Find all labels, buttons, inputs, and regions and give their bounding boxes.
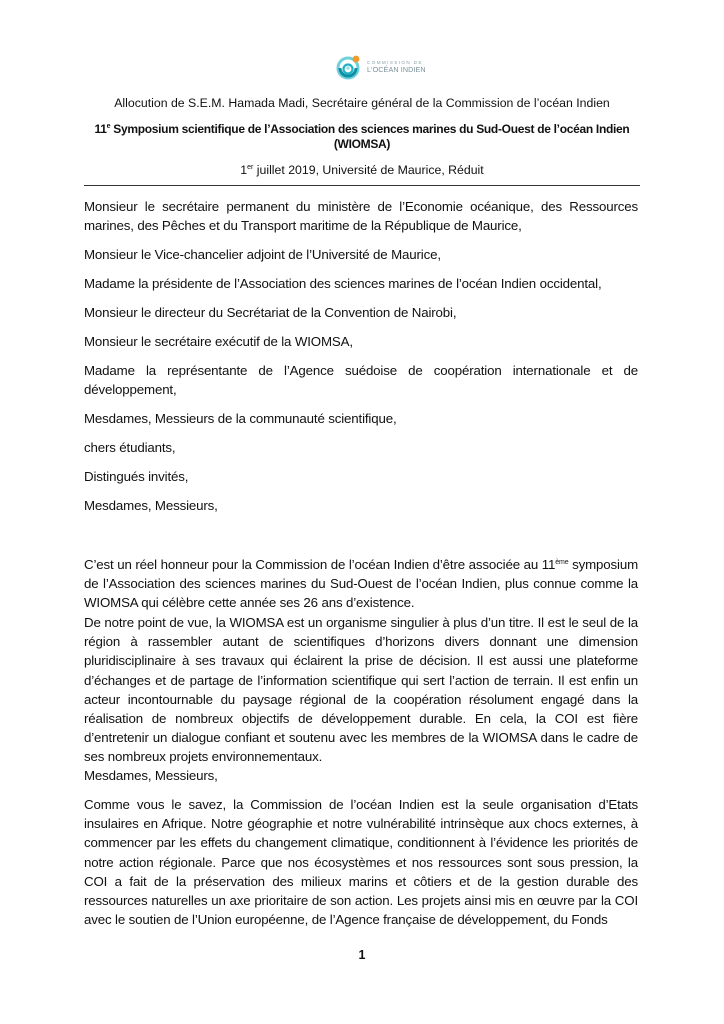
salutation-3: Madame la présidente de l’Association des sciences marines de l’océan Indien occidental, (84, 276, 602, 291)
salutation-6: Madame la représentante de l’Agence suédoise de coopération internationale et de développement, (84, 363, 638, 398)
paragraph-3: Mesdames, Messieurs, (84, 768, 218, 783)
speech-title: Allocution de S.E.M. Hamada Madi, Secrétaire général de la Commission de l’océan Indien (114, 96, 610, 110)
salutation-2: Monsieur le Vice-chancelier adjoint de l’Université de Maurice, (84, 247, 441, 262)
salutation-7: Mesdames, Messieurs de la communauté scientifique, (84, 411, 397, 426)
paragraph-1: C’est un réel honneur pour la Commission de l’océan Indien d’être associée au 11ème symposium de l’Association des sciences marines du Sud-Ouest de l’océan Indien, plus connue comme la WIOMSA qui célèbre cette année ses 26 ans d’existence. (84, 557, 638, 611)
salutation-9: Distingués invités, (84, 469, 189, 484)
event-date-place: 1er juillet 2019, Université de Maurice, Réduit (240, 163, 484, 177)
header-divider (84, 185, 640, 186)
logo-line1: COMMISSION DE (367, 59, 423, 65)
salutation-10: Mesdames, Messieurs, (84, 498, 218, 513)
event-title (84, 122, 640, 152)
paragraph-4: Comme vous le savez, la Commission de l’océan Indien est la seule organisation d’Etats insulaires en Afrique. Notre géographie et notre vulnérabilité intrinsèque aux chocs externes, à commencer par les effets du changement climatique, conditionnent à l’évidence les priorités de notre action régionale. Parce que nos écosystèmes et nos ressources sont sous pression, la COI a fait de la préservation des milieux marins et côtiers et de la gestion durable des ressources naturelles un axe prioritaire de son action. Les projets ainsi mis en œuvre par la COI avec le soutien de l’Union européenne, de l’Agence française de développement, du Fonds (84, 797, 638, 928)
salutation-1: Monsieur le secrétaire permanent du ministère de l’Economie océanique, des Ressources marines, des Pêches et du Transport maritime de la République de Maurice, (84, 199, 638, 234)
coi-logo (336, 50, 426, 84)
event-title-line1: 11e Symposium scientifique de l’Association des sciences marines du Sud-Ouest de l’océan Indien (94, 122, 630, 136)
logo-line2: L'OCÉAN INDIEN (367, 65, 426, 75)
page-number: 1 (358, 948, 366, 962)
paragraph-2: De notre point de vue, la WIOMSA est un organisme singulier à plus d’un titre. Il est le seul de la région à rassembler autant de scientifiques d’horizons divers donnant une dimension pluridisciplinaire à ses travaux qui éclairent la prise de décision. Il est aussi une plateforme d’échanges et de partage de l’information scientifique qui sert l’action de terrain. Il est enfin un acteur incontournable du paysage régional de la coopération résolument engagé dans la réalisation de nombreux objectifs de développement durable. En cela, la COI est fière d’entretenir un dialogue confiant et soutenu avec les membres de la WIOMSA dans le cadre de ses nombreux projets environnementaux. (84, 615, 638, 765)
salutation-4: Monsieur le directeur du Secrétariat de la Convention de Nairobi, (84, 305, 457, 320)
event-title-line2: (WIOMSA) (333, 137, 391, 151)
coi-swirl-icon (336, 54, 362, 80)
salutation-5: Monsieur le secrétaire exécutif de la WIOMSA, (84, 334, 353, 349)
salutation-8: chers étudiants, (84, 440, 176, 455)
